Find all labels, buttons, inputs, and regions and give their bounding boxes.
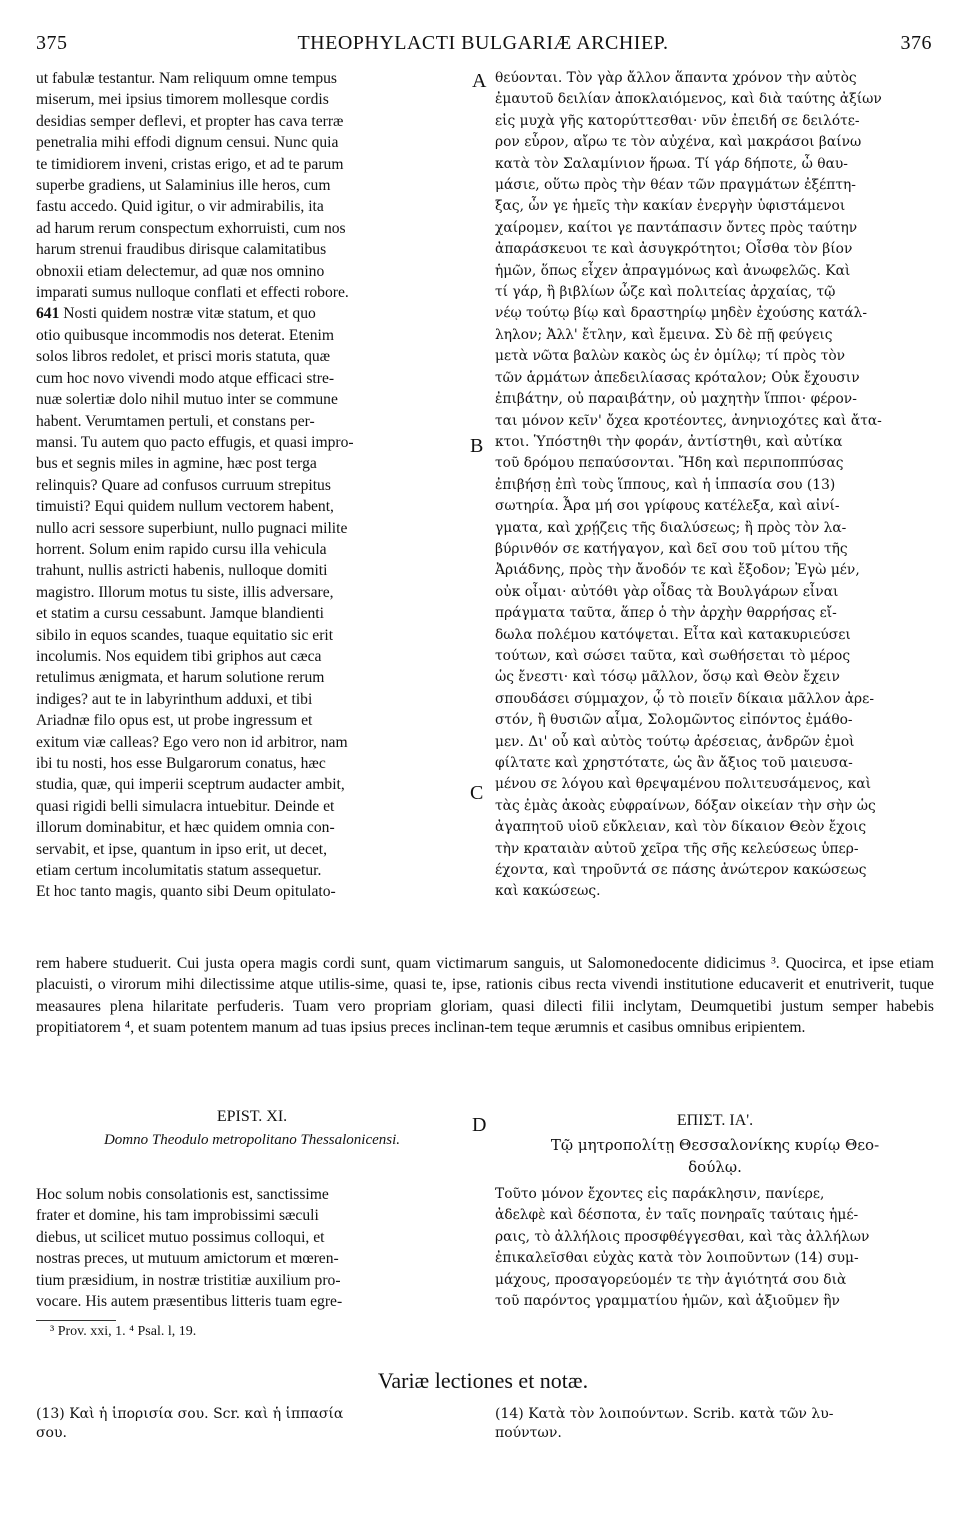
full-width-line: rem habere studuerit. Cui justa opera magis cordi sunt, quam victimarum sanguis, ut Salomone [36,955,651,972]
note-14 [495,1405,935,1443]
note-14-line-1: (14) Κατὰ τὸν λοιπούντων. Scrib. κατὰ τῶν λυ- [495,1406,834,1422]
latin-line: Ariadnæ filo opus est, ut probe ingressum et [36,712,313,730]
greek-line: κατὰ τὸν Σαλαμίνιον ἥρωα. Τί γάρ δήποτε, ὦ θαυ- [495,155,848,172]
epist-greek-line: Τοῦτο μόνον ἔχοντες εἰς παράκλησιν, πανίερε, [495,1186,825,1202]
latin-line: magistro. Illorum motus tu siste, illis adversare, [36,583,334,601]
latin-line: retulimus ænigmata, et harum solutione rerum [36,669,325,687]
latin-line: miserum, mei ipsius timorem mollesque cordis [36,91,329,109]
latin-line: ut fabulæ testantur. Nam reliquum omne tempus [36,70,337,87]
latin-line: fastu accedo. Quid igitur, o vir admirabilis, ita [36,198,324,216]
latin-line: te timidiorem inveni, cristas erigo, et ad te parum [36,155,344,173]
greek-line: μένου σε λόγου καὶ θρεψαμένου πολιτευσάμενος, καὶ [495,776,872,793]
epist-latin-line: diebus, ut scilicet mutuo possimus colloqui, et [36,1228,325,1246]
greek-line: Ἀριάδνης, πρὸς τὴν ἄνοδόν τε καὶ ἔξοδον; Ἐγὼ μέν, [495,562,860,579]
latin-line: ad harum rerum conspectum exhorruisti, cum nos [36,219,346,237]
epist-greek-line: ραις, τὸ ἀλλήλοις προσφθέγγεσθαι, καὶ τὰς ἀλλήλων [495,1228,870,1245]
greek-line: ἐπιβάτην, οὐ παραιβάτην, οὐ μαχητὴν ἵπποι· φέρον- [495,391,857,408]
epist-latin-subtitle: Domno Theodulo metropolitano Thessalonicensi. [103,1132,401,1148]
page-number-left: 375 [36,32,68,54]
full-width-line: aures plena hilaritate perfuderis. Tuam vero propriam gloriam, quasi dilecti filii inclytam, Deumque [68,997,752,1015]
latin-line: quasi rigidi belli simulacra intuebitur. Deinde et [36,797,335,815]
epist-greek-subtitle-1: Τῷ μητροπολίτῃ Θεσσαλονίκης κυρίῳ Θεο- [550,1136,880,1154]
greek-line: καὶ κακώσεως. [495,883,601,900]
greek-line: τῶν ἁρμάτων ἀπεδειλίασας κρόταλον; Οὐκ ἔχουσιν [495,369,860,386]
latin-line: ibi tu nosti, hos esse Bulgarorum conatus, hæc [36,755,326,772]
note-13-line-1: (13) Καὶ ἡ ἱπορισία σου. Scr. καὶ ἡ ἱππασία [36,1406,344,1422]
footnotes: ³ Prov. xxi, 1. ⁴ Psal. l, 19. [50,1324,197,1339]
greek-line: τοῦ δρόμου πεπαύσονται. Ἤδη καὶ περιποππύσας [495,455,844,472]
epist-latin-body [36,1184,468,1312]
epist-greek-line: τοῦ παρόντος γραμματίου ἡμῶν, καὶ ἀξιοῦμεν ἣν [495,1293,840,1310]
greek-line: δωλα πολέμου κατόψεται. Εἶτα καὶ κατακυριεύσει [495,626,851,643]
latin-line: studia, quæ, qui imperii sceptrum audacter ambit, [36,776,345,794]
page-number-right: 376 [900,32,932,54]
full-width-line: docente didicimus ³. Quocirca, et ipse etiam placuisti, o virorum mihi dilectissime atque utilis- [36,955,934,994]
note-14-line-2: πούντων. [495,1425,562,1441]
latin-line: servabit, et ipse, quantum in ipso erit, ut decet, [36,840,328,858]
latin-line: trahunt, nullis astricti habenis, nulloque domiti [36,562,328,580]
epist-latin-line: Hoc solum nobis consolationis est, sanctissime [36,1186,329,1203]
epist-greek-line: μάχους, προσαγορεύομέν τε τὴν ἁγιότητά σου διὰ [495,1271,847,1288]
latin-line: et statim a cursu cessabunt. Jamque blandienti [36,605,324,623]
greek-line: σπουδάσει σύμμαχον, ᾧ τὸ ποιεῖν δίκαια μᾶλλον ἀρε- [495,690,874,707]
greek-line: βύρινθόν σε κατήγαγον, καὶ δεῖ σου τοῦ μίτου τῆς [495,540,848,557]
latin-line: etiam certum incolumitatis statum assequetur. [36,862,322,880]
greek-column [495,68,935,903]
latin-line: harum strenui fraudibus dirisque calamitatibus [36,241,327,259]
latin-line: penetralia mihi effodi dignum censui. Nunc quia [36,134,339,152]
marker-a: A [472,70,487,92]
epist-latin-line: vocare. His autem præsentibus litteris tuam egre- [36,1293,343,1311]
greek-line: νέῳ τούτῳ βίῳ καὶ δραστηρίῳ μηδὲν ἐχούσης κατάλ- [495,305,867,322]
greek-line: ρον εὗρον, αἴρω τε τὸν αὐχένα, καὶ μακράσοι βαίνω [495,134,862,151]
latin-line: illorum dominabitur, et hæc quidem omnia con- [36,819,335,837]
greek-line: πράγματα ταῦτα, ἅπερ ὁ τὴν ἀρχὴν θαρρήσας εἴ- [495,605,837,622]
greek-line: τὴν κραταιὰν αὐτοῦ χεῖρα τῆς σῆς κελεύσεως ὑπερ- [495,840,859,857]
greek-line: ληλον; Ἀλλ' ἔτλην, καὶ ἔμεινα. Σὺ δὲ πῇ φεύγεις [495,326,833,343]
greek-line: φίλτατε καὶ χρηστότατε, ὡς ἂν ἄξιος τοῦ μαιευσα- [495,755,853,771]
latin-line: sibilo in equos scandes, tuaque equitatio sic erit [36,626,334,644]
note-13 [36,1405,468,1443]
greek-line: στόν, ἢ θυσιῶν αἷμα, Σολομῶντος εἰπόντος ἐμάθο- [495,712,853,729]
latin-line: horrent. Solum enim rapido cursu illa vehicula [36,540,327,558]
full-width-line: tibi justum semper habebis propitiatorem ⁴, et suam potentem manum ad tuas ipsius preces inclinan- [36,997,934,1037]
latin-column [36,68,468,903]
greek-line: τί γάρ, ἢ βιβλίων ὦζε καὶ πολιτείας ἀρχαίας, τῷ [495,284,836,301]
notes-title: Variæ lectiones et notæ. [377,1368,589,1393]
marker-d: D [472,1114,487,1136]
greek-line: ἐπιβήσῃ ἐπὶ τοὺς ἵππους, καὶ ἡ ἱππασία σου (13) [495,476,836,493]
greek-line: οὐκ οἶμαι· αὐτόθι γὰρ οἶδας τὰ Βουλγάρων εἶναι [495,583,839,600]
greek-line: μάσιε, οὕτω πρὸς τὴν θέαν τῶν πραγμάτων ἐξέπτη- [495,177,856,194]
greek-line: ἡμῶν, ὅπως εἶχεν ἀπραγμόνως καὶ ἀνωφελῶς. Καὶ [495,262,851,279]
greek-line: χαίρομεν, καίτοι γε παντάπασιν ὄντες πρὸς ταύτην [495,219,858,236]
greek-line: ἀπαράσκευοι τε καὶ ἀσυγκρότητοι; Οἶσθα τὸν βίον [495,241,853,258]
latin-line: otio quibusque incommodis nos deterat. Etenim [36,326,334,344]
greek-line: γματα, καὶ χρῄζεις τῆς διαλύσεως; ἢ πρὸς τὸν λα- [495,519,847,536]
footnote-rule [36,1320,116,1321]
greek-line: σωτηρία. Ἆρα μή σοι γρίφους κατέλεξα, καὶ αἰνί- [495,498,840,515]
latin-line: nuæ solertiæ dolo nihil mutuo inter se commune [36,391,338,409]
greek-line: έχοντα, καὶ τηροῦντά σε πάσης ἀνώτερον κακώσεως [495,862,867,879]
greek-line: ται μόνον κεῖν' ὄχεα κροτέοντες, ἀνηνιοχότες καὶ ἄτα- [495,412,882,429]
marker-b: B [470,435,484,457]
epist-greek-title: ΕΠΙΣΤ. ΙΑ'. [676,1112,754,1129]
full-width-line: tem teque ærumnis et casibus omnibus eripientem. [489,1019,806,1037]
latin-line: desidias semper deflevi, et propter has cava terræ [36,112,344,130]
full-width-paragraph [36,953,934,1039]
epist-latin-line: tium præsidium, in nostræ tristitiæ auxilium pro- [36,1271,341,1289]
greek-line: θεύονται. Τὸν γὰρ ἄλλον ἅπαντα χρόνον τὴν αὐτὸς [495,70,857,86]
epist-greek-subtitle-2: δούλῳ. [688,1158,742,1176]
full-width-line: sime, quasi te, ipse, rationis cibus recta vivendi institutione educaverit et enutriverit, tuque meas [36,976,934,1015]
latin-line: obnoxii etiam delectemur, ad quæ nos omnino [36,262,325,280]
latin-line: nullo acri sessore superbiunt, nullo pugnaci milite [36,519,348,537]
latin-line: relinquis? Quare ad confusos curruum strepitus [36,476,331,494]
latin-line: incolumis. Nos equidem tibi griphos aut cæca [36,647,322,665]
greek-line: εἰς μυχὰ γῆς κατορύττεσθαι· νῦν ἐπειδή σε δειλότε- [495,112,860,129]
latin-line: timuisti? Equi quidem nullum vectorem habent, [36,498,334,516]
epist-greek-line: ἐπικαλεῖσθαι εὐχὰς κατὰ τὸν λοιποῦντων (14) συμ- [495,1250,859,1267]
greek-line: τὰς ἐμὰς ἀκοὰς εὐφραίνων, δόξαν οἰκείαν τὴν σὴν ὡς [495,797,876,814]
latin-line: solos libros redolet, et prisci moris statuta, quæ [36,348,331,366]
greek-line: ἀγαπητοῦ υἱοῦ εὔκλειαν, καὶ τὸν δίκαιον Θεὸν ἔχοις [495,819,867,836]
greek-line: ξας, ὧν γε ἡμεῖς τὴν κακίαν ἐνεργὴν ὑφιστάμενοι [495,198,846,215]
column-number-marker: 641 [36,305,64,323]
epist-latin-line: frater et domine, his tam improbissimi sæculi [36,1207,319,1225]
epist-latin-line: nostras preces, ut mutuum amictorum et mœren- [36,1250,339,1268]
latin-line: superbe gradiens, ut Salaminius ille heros, cum [36,177,331,195]
latin-line: habent. Verumtamen pertuli, et constans per- [36,412,315,430]
latin-line: 641 Nosti quidem nostræ vitæ statum, et quo [36,305,316,323]
greek-line: ὡς ἔνεστι· καὶ τόσῳ μᾶλλον, ὅσῳ καὶ Θεὸν ἔχειν [495,669,840,686]
latin-line: imparati sumus nulloque conflati et effecti robore. [36,284,349,302]
latin-line: exitum viæ calleas? Ego vero non id arbitror, nam [36,733,348,751]
latin-line: cum hoc novo vivendi modo atque efficaci stre- [36,369,335,387]
latin-line: Et hoc tanto magis, quanto sibi Deum opitulato- [36,883,336,901]
marker-c: C [470,782,484,804]
greek-line: μεν. Δι' οὗ καὶ αὐτὸς τούτῳ ἀρέσειας, ἀνδρῶν ἐμοὶ [495,733,855,750]
greek-line: μετὰ νῶτα βαλὼν κακὸς ὡς ἐν ὁμίλῳ; τί πρὸς τὸν [495,348,846,365]
epist-greek-body [495,1184,935,1312]
epist-greek-line: ἀδελφὲ καὶ δέσποτα, ἐν ταῖς πονηραῖς ταύταις ἡμέ- [495,1207,859,1224]
latin-line: indiges? aut te in labyrinthum adduxi, et tibi [36,690,313,708]
running-title: THEOPHYLACTI BULGARIÆ ARCHIEP. [297,32,669,54]
greek-line: ἐμαυτοῦ δειλίαν ἀποκλαιόμενος, καὶ διὰ ταύτης ἀξίων [495,91,882,108]
greek-line: τούτων, καὶ σώσει ταῦτα, καὶ σωθήσεται τὸ μέρος [495,647,851,664]
epist-latin-title: EPIST. XI. [216,1108,288,1125]
greek-line: κτοι. Ὑπόστηθι τὴν φοράν, ἀντίστηθι, καὶ αὐτίκα [495,433,843,450]
latin-line: bus et segnis miles in agmine, hæc post terga [36,455,317,473]
latin-line: mansi. Tu autem quo pacto effugis, et quasi impro- [36,433,354,451]
note-13-line-2: σου. [36,1425,67,1441]
